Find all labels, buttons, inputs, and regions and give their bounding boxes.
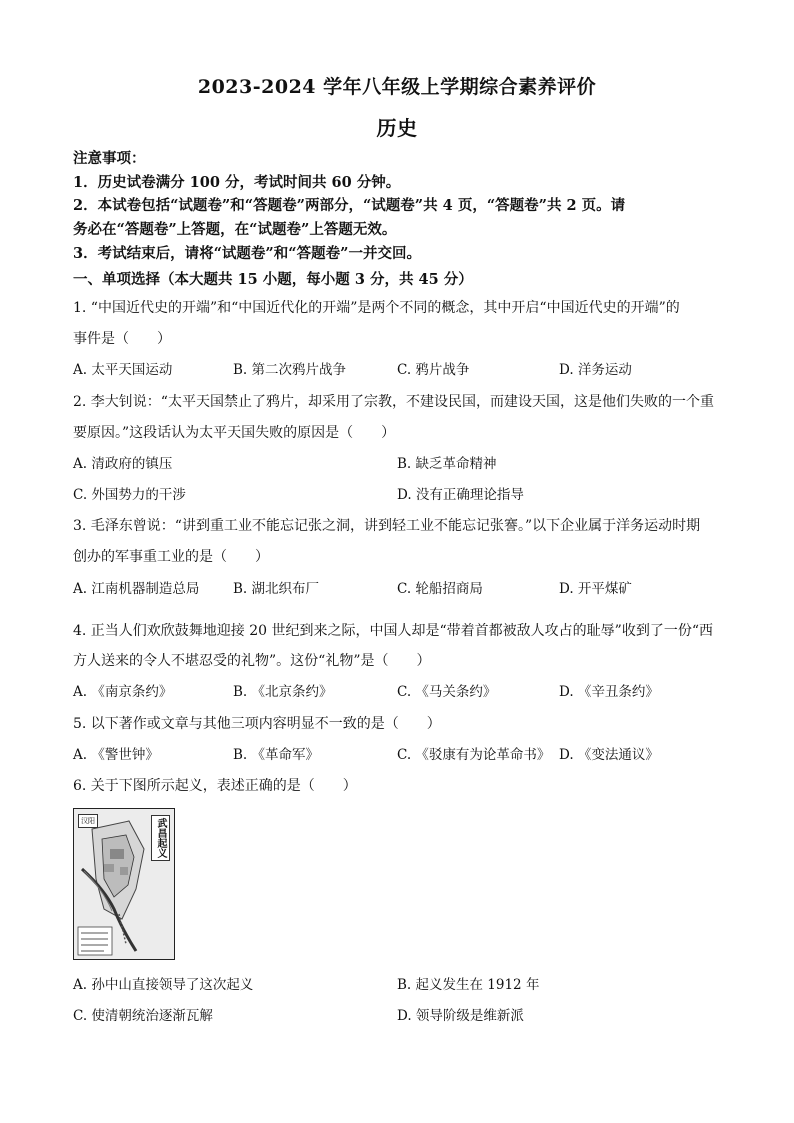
question-1-option-a: A. 太平天国运动 [73,362,173,378]
question-4-option-d: D. 《辛丑条约》 [559,684,659,700]
question-2-option-a: A. 清政府的镇压 [73,456,173,472]
note-item: 3．考试结束后，请将“试题卷”和“答题卷”一并交回。 [73,245,421,262]
question-3-line: 3. 毛泽东曾说：“讲到重工业不能忘记张之洞，讲到轻工业不能忘记张謇。”以下企业属于洋务运动时期 [73,518,701,534]
question-3-option-c: C. 轮船招商局 [397,581,483,597]
question-4-line: 4. 正当人们欢欣鼓舞地迎接 20 世纪到来之际，中国人却是“带着首都被敌人攻占的耻辱”收到了一份“西 [73,623,713,639]
question-1-option-c: C. 鸦片战争 [397,362,470,378]
question-5-option-a: A. 《警世钟》 [73,747,159,763]
question-3-option-a: A. 江南机器制造总局 [73,581,200,597]
exam-title: 2023-2024 学年八年级上学期综合素养评价 [197,76,597,98]
question-5-option-c: C. 《驳康有为论革命书》 [397,747,551,763]
question-6-option-c: C. 使清朝统治逐渐瓦解 [73,1008,213,1024]
question-6-option-a: A. 孙中山直接领导了这次起义 [73,977,254,993]
question-2-option-d: D. 没有正确理论指导 [397,487,524,503]
question-4-option-a: A. 《南京条约》 [73,684,173,700]
figure-title: 武昌起义 [151,815,170,861]
question-1-option-b: B. 第二次鸦片战争 [233,362,347,378]
note-item: 务必在“答题卷”上答题，在“试题卷”上答题无效。 [73,221,397,238]
question-2-option-b: B. 缺乏革命精神 [397,456,497,472]
question-1-line: 1. “中国近代史的开端”和“中国近代化的开端”是两个不同的概念，其中开启“中国近代史的开端”的 [73,300,680,316]
notes-heading: 注意事项： [73,150,146,167]
question-2-line: 2. 李大钊说：“太平天国禁止了鸦片，却采用了宗教，不建设民国，而建设天国，这是他们失败的一个重 [73,394,714,410]
question-5-line: 5. 以下著作或文章与其他三项内容明显不一致的是（ ） [73,716,441,732]
section-heading: 一、单项选择（本大题共 15 小题，每小题 3 分，共 45 分） [73,271,473,288]
question-4-option-b: B. 《北京条约》 [233,684,333,700]
question-4-line: 方人送来的令人不堪忍受的礼物”。这份“礼物”是（ ） [73,653,431,669]
question-6-option-b: B. 起义发生在 1912 年 [397,977,540,993]
question-1-line: 事件是（ ） [73,331,171,347]
question-4-option-c: C. 《马关条约》 [397,684,497,700]
exam-subject: 历史 [376,116,418,140]
question-2-option-c: C. 外国势力的干涉 [73,487,186,503]
question-3-option-d: D. 开平煤矿 [559,581,632,597]
question-6-line: 6. 关于下图所示起义，表述正确的是（ ） [73,778,357,794]
note-item: 1．历史试卷满分 100 分，考试时间共 60 分钟。 [73,174,401,191]
question-5-option-b: B. 《革命军》 [233,747,320,763]
question-3-option-b: B. 湖北织布厂 [233,581,320,597]
figure-place-label: 汉阳 [78,814,98,828]
question-6-option-d: D. 领导阶级是维新派 [397,1008,524,1024]
question-2-line: 要原因。”这段话认为太平天国失败的原因是（ ） [73,425,396,441]
question-3-line: 创办的军事重工业的是（ ） [73,549,269,565]
wuchang-uprising-map-figure [73,808,175,960]
note-item: 2．本试卷包括“试题卷”和“答题卷”两部分，“试题卷”共 4 页，“答题卷”共 2 页。请 [73,197,626,214]
question-5-option-d: D. 《变法通议》 [559,747,659,763]
question-1-option-d: D. 洋务运动 [559,362,632,378]
